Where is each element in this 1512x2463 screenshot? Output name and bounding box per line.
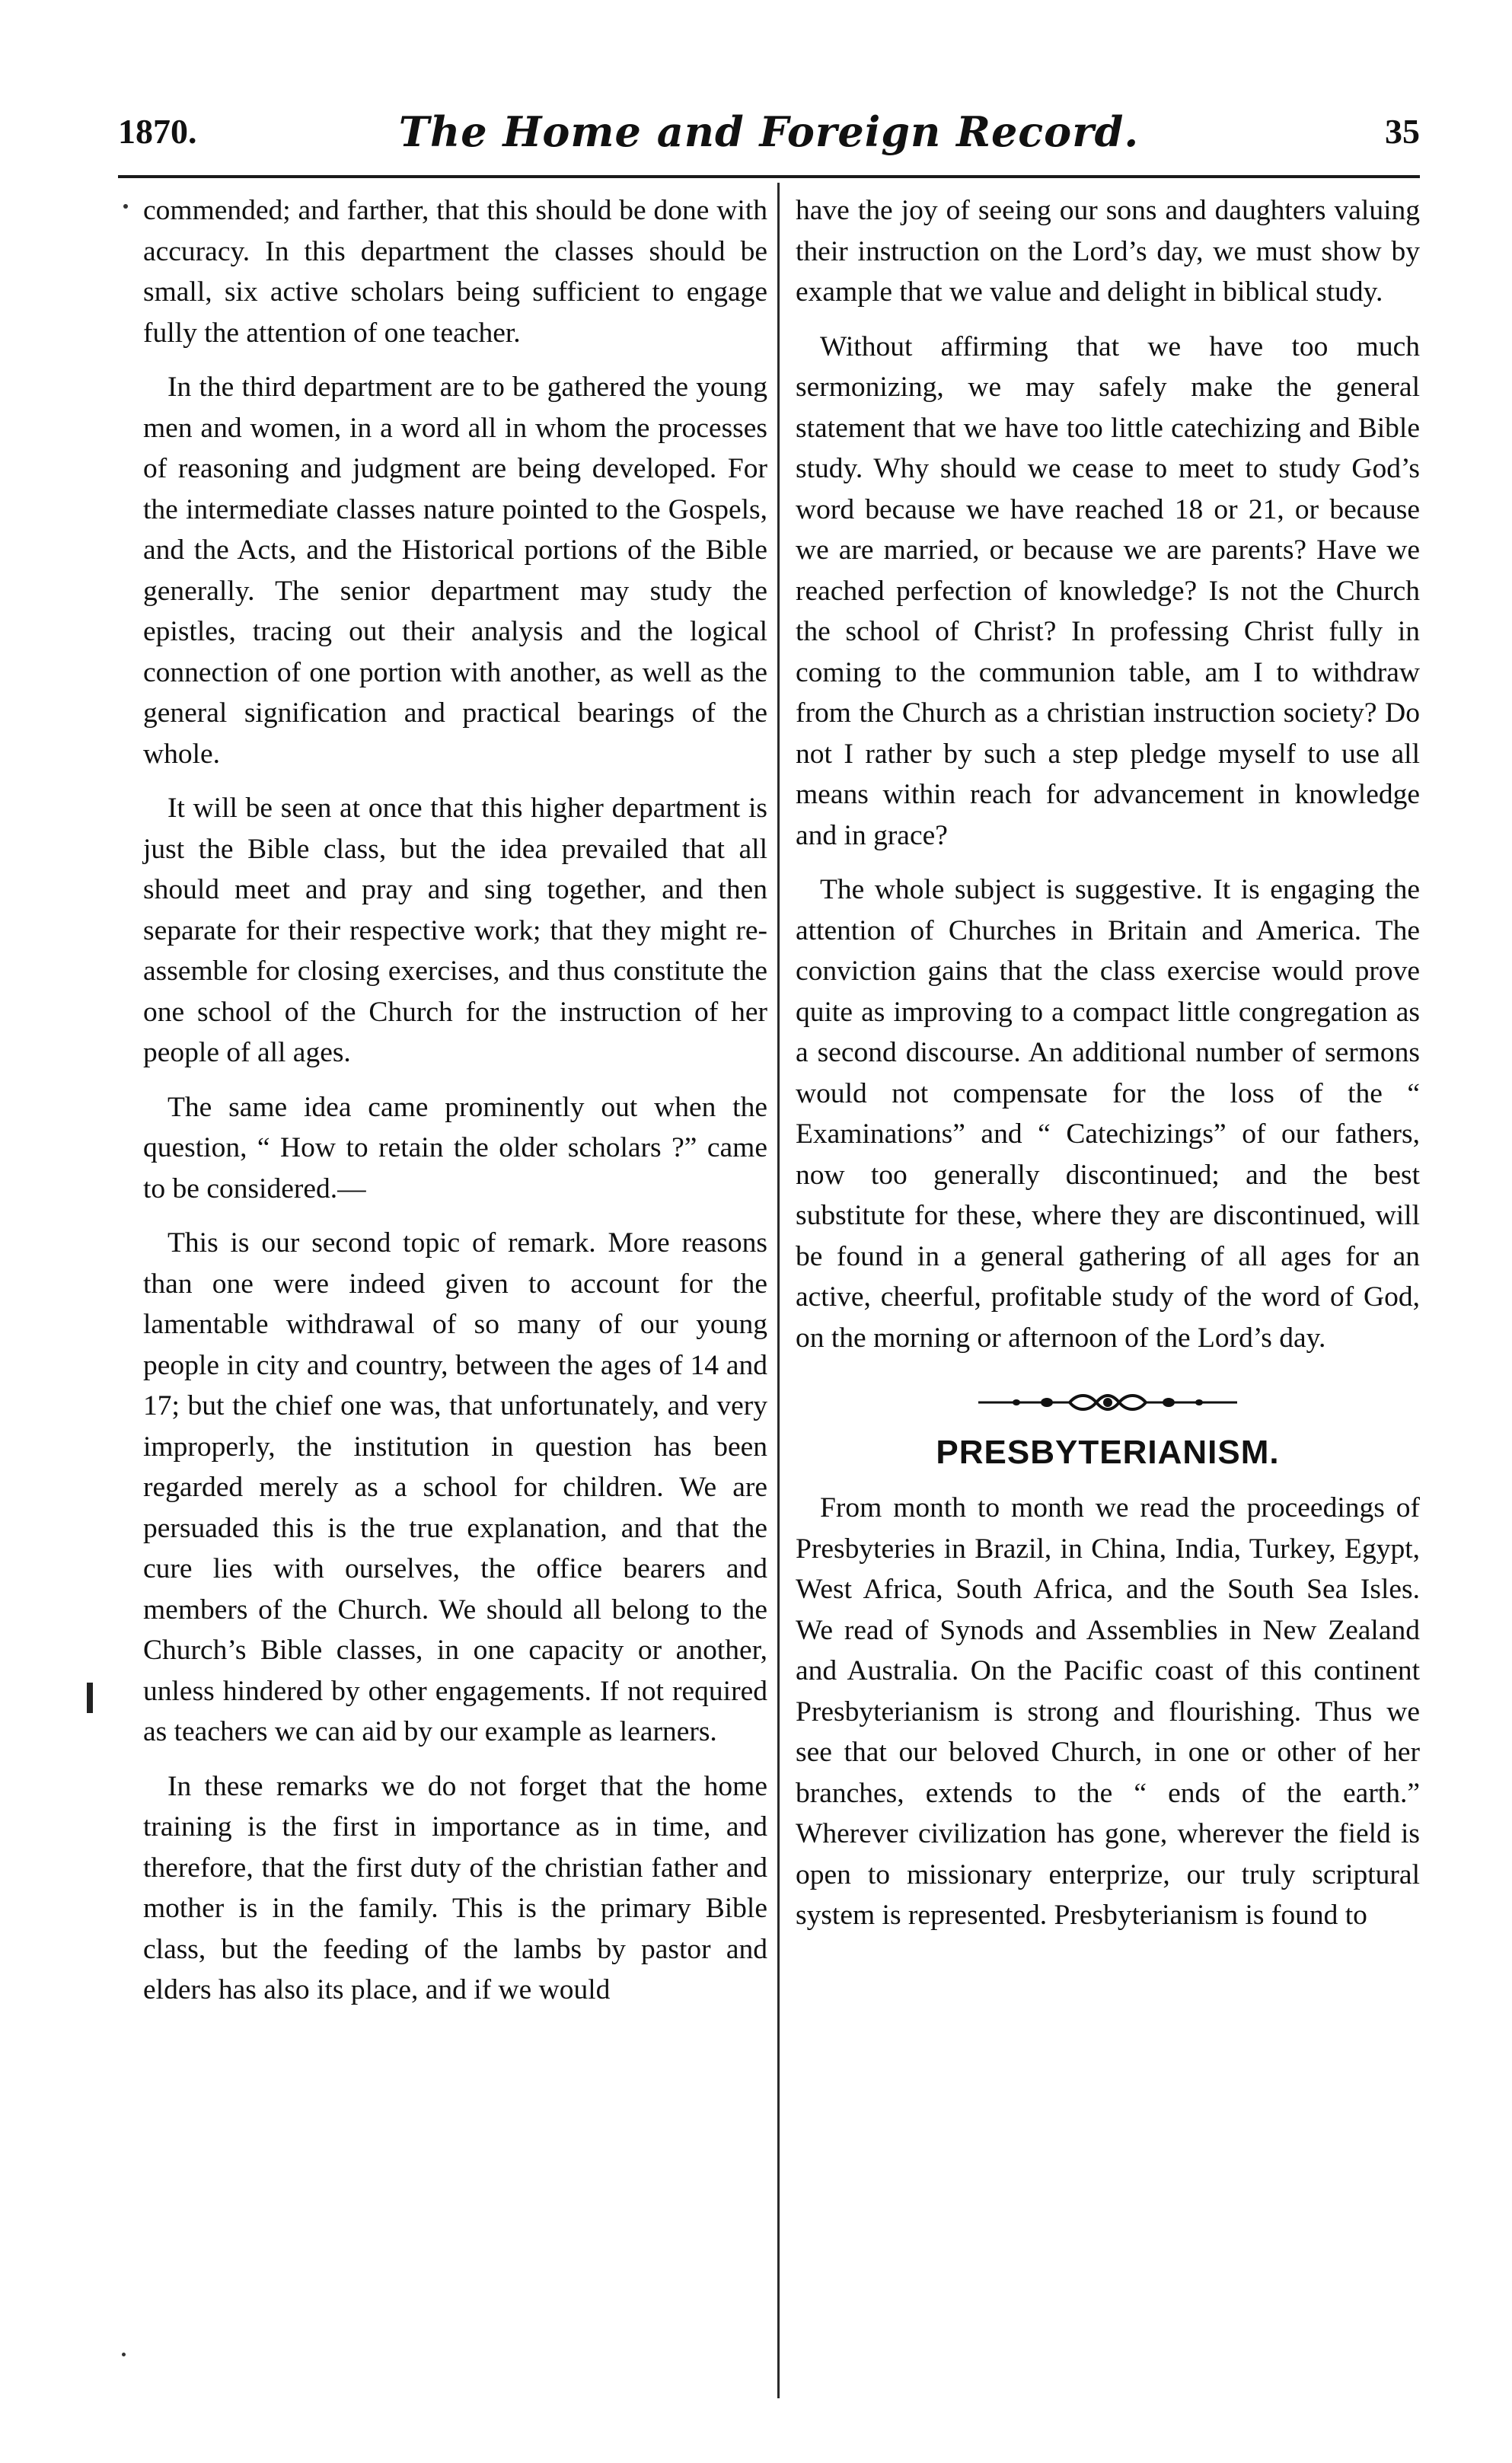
margin-mark — [123, 204, 128, 209]
paragraph: have the joy of seeing our sons and daughters valuing their instruction on the Lord’s day, we must show by example that we value and delight in biblical study. — [796, 195, 1420, 308]
paragraph: It will be seen at once that this higher department is just the Bible class, but the idea prevailed that all should meet and pray and sing together, and then separate for their respective work; that they might re-assemble for closing exercises, and thus constitute the one school of the Church for the instruction of her people of all ages. — [143, 793, 767, 1068]
ornament-flourish-icon — [971, 1390, 1245, 1415]
paragraph: Without affirming that we have too much sermonizing, we may safely make the general statement that we have too little catechizing and Bible study. Why should we cease to meet to study God’s word because we have reached 18 or 21, or because we are married, or because we are parents? Have we reached perfection of knowledge? Is not the Church the school of Christ? In professing Christ fully in coming to the communion table, am I to withdraw from the Church as a christian instruction society? Do not I rather by such a step pledge myself to use all means within reach for advancement in knowledge and in grace? — [796, 330, 1420, 851]
paragraph: The whole subject is suggestive. It is engaging the attention of Churches in Britain and America. The conviction gains that the class exercise would prove quite as improving to a compact little congregation as a second discourse. An additional number of sermons would not compensate for the loss of the “ Examinations” and “ Catechizings” of our fathers, now too generally discontinued; and the best substitute for these, where they are discontinued, will be found in a general gathering of all ages for an active, cheerful, profitable study of the word of God, on the morning or afternoon of the Lord’s day. — [796, 874, 1420, 1354]
paragraph: From month to month we read the proceedings of Presbyteries in Brazil, in China, India, Turkey, Egypt, West Africa, South Africa, and the South Sea Isles. We read of Synods and Assemblies in New Zealand and Australia. On the Pacific coast of this continent Presbyterianism is strong and flourishing. Thus we see that our beloved Church, in one or other of her branches, extends to the “ ends of the earth.” Wherever civilization has gone, wherever the field is open to missionary enterprize, our truly scriptural system is represented. Presbyterianism is found to — [796, 1492, 1420, 1931]
paragraph: commended; and farther, that this should be done with accuracy. In this department the classes should be small, six active scholars being sufficient to engage fully the attention of one teacher. — [143, 195, 767, 349]
section-heading: PRESBYTERIANISM. — [936, 1434, 1280, 1471]
ornamental-rule — [796, 1386, 1420, 1410]
paragraph: This is our second topic of remark. More reasons than one were indeed given to account for the lamentable withdrawal of so many of our young people in city and country, between the ages of 14 and 17; but the chief one was, that unfortunately, and very improperly, the institution in question has been regarded merely as a school for children. We are persuaded this is the true explanation, and that the cure lies with ourselves, the office bearers and members of the Church. We should all belong to the Church’s Bible classes, in one capacity or another, unless hindered by other engagements. If not required as teachers we can aid by our example as learners. — [143, 1227, 767, 1747]
page-number: 35 — [1385, 112, 1420, 151]
header-rule — [118, 175, 1420, 178]
margin-mark — [87, 1683, 93, 1713]
right-column — [796, 190, 1420, 1950]
paragraph: The same idea came prominently out when the question, “ How to retain the older scholars ?” came to be considered.— — [143, 1091, 767, 1204]
left-column — [143, 190, 767, 2024]
running-header — [118, 99, 1420, 164]
paragraph: In these remarks we do not forget that the home training is the first in importance as in time, and therefore, that the first duty of the christian father and mother is in the family. This is the primary Bible class, but the feeding of the lambs by pastor and elders has also its place, and if we would — [143, 1770, 767, 2005]
header-year: 1870. — [118, 112, 197, 151]
margin-mark — [122, 2353, 126, 2356]
column-divider — [777, 183, 780, 2398]
journal-title: The Home and Foreign Record. — [398, 107, 1140, 156]
paragraph: In the third department are to be gathered the young men and women, in a word all in whom the processes of reasoning and judgment are being developed. For the intermediate classes nature pointed to the Gospels, and the Acts, and the Historical portions of the Bible generally. The senior department may study the epistles, tracing out their analysis and the logical connection of one portion with another, as well as the general signification and practical bearings of the whole. — [143, 372, 767, 770]
